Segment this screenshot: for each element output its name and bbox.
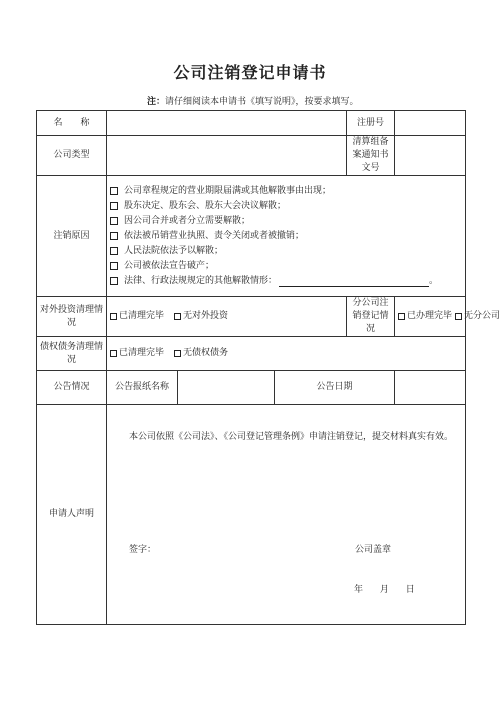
checkbox-icon[interactable] xyxy=(110,202,118,210)
reason-text: 公司被依法宣告破产； xyxy=(124,260,215,271)
checkbox-icon[interactable] xyxy=(110,262,118,270)
signature-label: 签字： xyxy=(129,545,157,555)
reason-item[interactable] xyxy=(110,244,462,259)
month-label: 月 xyxy=(379,585,389,595)
company-type-label: 公司类型 xyxy=(37,136,107,176)
reg-no-label: 注册号 xyxy=(347,111,395,136)
checkbox-icon[interactable] xyxy=(110,187,118,195)
debt-options xyxy=(107,337,466,371)
reason-options xyxy=(107,176,466,297)
declaration-area xyxy=(107,405,466,625)
option-label: 已清理完毕 xyxy=(119,311,165,321)
form-title: 公司注销登记申请书 xyxy=(173,63,327,82)
reg-no-field[interactable] xyxy=(395,111,466,136)
other-reason-blank[interactable] xyxy=(279,276,429,287)
option-label: 无对外投资 xyxy=(183,311,229,321)
reason-text: 股东决定、股东会、股东大会决议解散； xyxy=(124,200,287,211)
declaration-label: 申请人声明 xyxy=(37,405,107,625)
reason-item[interactable] xyxy=(110,229,462,244)
branch-label: 分公司注销登记情况 xyxy=(347,297,395,337)
note-label: 注： xyxy=(147,97,166,107)
branch-option[interactable] xyxy=(455,310,500,323)
name-field[interactable] xyxy=(107,111,347,136)
name-label: 名 称 xyxy=(37,111,107,136)
reason-item[interactable] xyxy=(110,184,462,199)
debt-option[interactable] xyxy=(174,347,228,360)
investment-options xyxy=(107,297,347,337)
newspaper-field[interactable] xyxy=(178,371,275,405)
reason-text: 因公司合并或者分立需要解散； xyxy=(124,215,251,226)
checkbox-icon[interactable] xyxy=(110,313,117,320)
reason-text: 依法被吊销营业执照、责令关闭或者被撤销； xyxy=(124,230,305,241)
investment-label: 对外投资清理情况 xyxy=(37,297,107,337)
liquidation-notice-label: 清算组备案通知书文号 xyxy=(347,136,395,176)
liquidation-notice-field[interactable] xyxy=(395,136,466,176)
checkbox-icon[interactable] xyxy=(110,232,118,240)
checkbox-icon[interactable] xyxy=(110,277,118,285)
fill-note xyxy=(147,94,359,107)
application-form-table xyxy=(36,110,500,625)
checkbox-icon[interactable] xyxy=(110,217,118,225)
reason-item[interactable] xyxy=(110,199,462,214)
reason-item[interactable] xyxy=(110,259,462,274)
option-label: 已办理完毕 xyxy=(407,311,453,321)
announce-date-field[interactable] xyxy=(395,371,466,405)
option-label: 无分公司 xyxy=(464,311,500,321)
reason-text: 法律、行政法规规定的其他解散情形： xyxy=(124,275,278,286)
date-line xyxy=(354,584,429,597)
reason-label: 注销原因 xyxy=(37,176,107,297)
day-label: 日 xyxy=(405,585,415,595)
investment-option[interactable] xyxy=(174,310,228,323)
checkbox-icon[interactable] xyxy=(174,313,181,320)
announce-date-label: 公告日期 xyxy=(275,371,395,405)
reason-item[interactable] xyxy=(110,274,462,289)
reason-item[interactable] xyxy=(110,214,462,229)
declaration-text: 本公司依照《公司法》、《公司登记管理条例》申请注销登记，提交材料真实有效。 xyxy=(129,432,454,442)
year-label: 年 xyxy=(354,585,364,595)
company-type-field[interactable] xyxy=(107,136,347,176)
checkbox-icon[interactable] xyxy=(110,247,118,255)
checkbox-icon[interactable] xyxy=(110,350,117,357)
debt-option[interactable] xyxy=(110,347,164,360)
reason-text: 公司章程规定的营业期限届满或其他解散事由出现； xyxy=(124,185,332,196)
option-label: 已清理完毕 xyxy=(119,348,165,358)
debt-label: 债权债务清理情况 xyxy=(37,337,107,371)
checkbox-icon[interactable] xyxy=(174,350,181,357)
checkbox-icon[interactable] xyxy=(398,313,405,320)
branch-options xyxy=(395,297,500,337)
reason-text: 人民法院依法予以解散； xyxy=(124,245,224,256)
investment-option[interactable] xyxy=(110,310,164,323)
option-label: 无债权债务 xyxy=(183,348,229,358)
newspaper-label: 公告报纸名称 xyxy=(107,371,178,405)
company-seal-label: 公司盖章 xyxy=(355,545,392,555)
reason-end-mark: 。 xyxy=(429,275,439,286)
branch-option[interactable] xyxy=(398,310,452,323)
note-text: 请仔细阅读本申请书《填写说明》，按要求填写。 xyxy=(165,97,359,107)
announce-label: 公告情况 xyxy=(37,371,107,405)
checkbox-icon[interactable] xyxy=(455,313,462,320)
